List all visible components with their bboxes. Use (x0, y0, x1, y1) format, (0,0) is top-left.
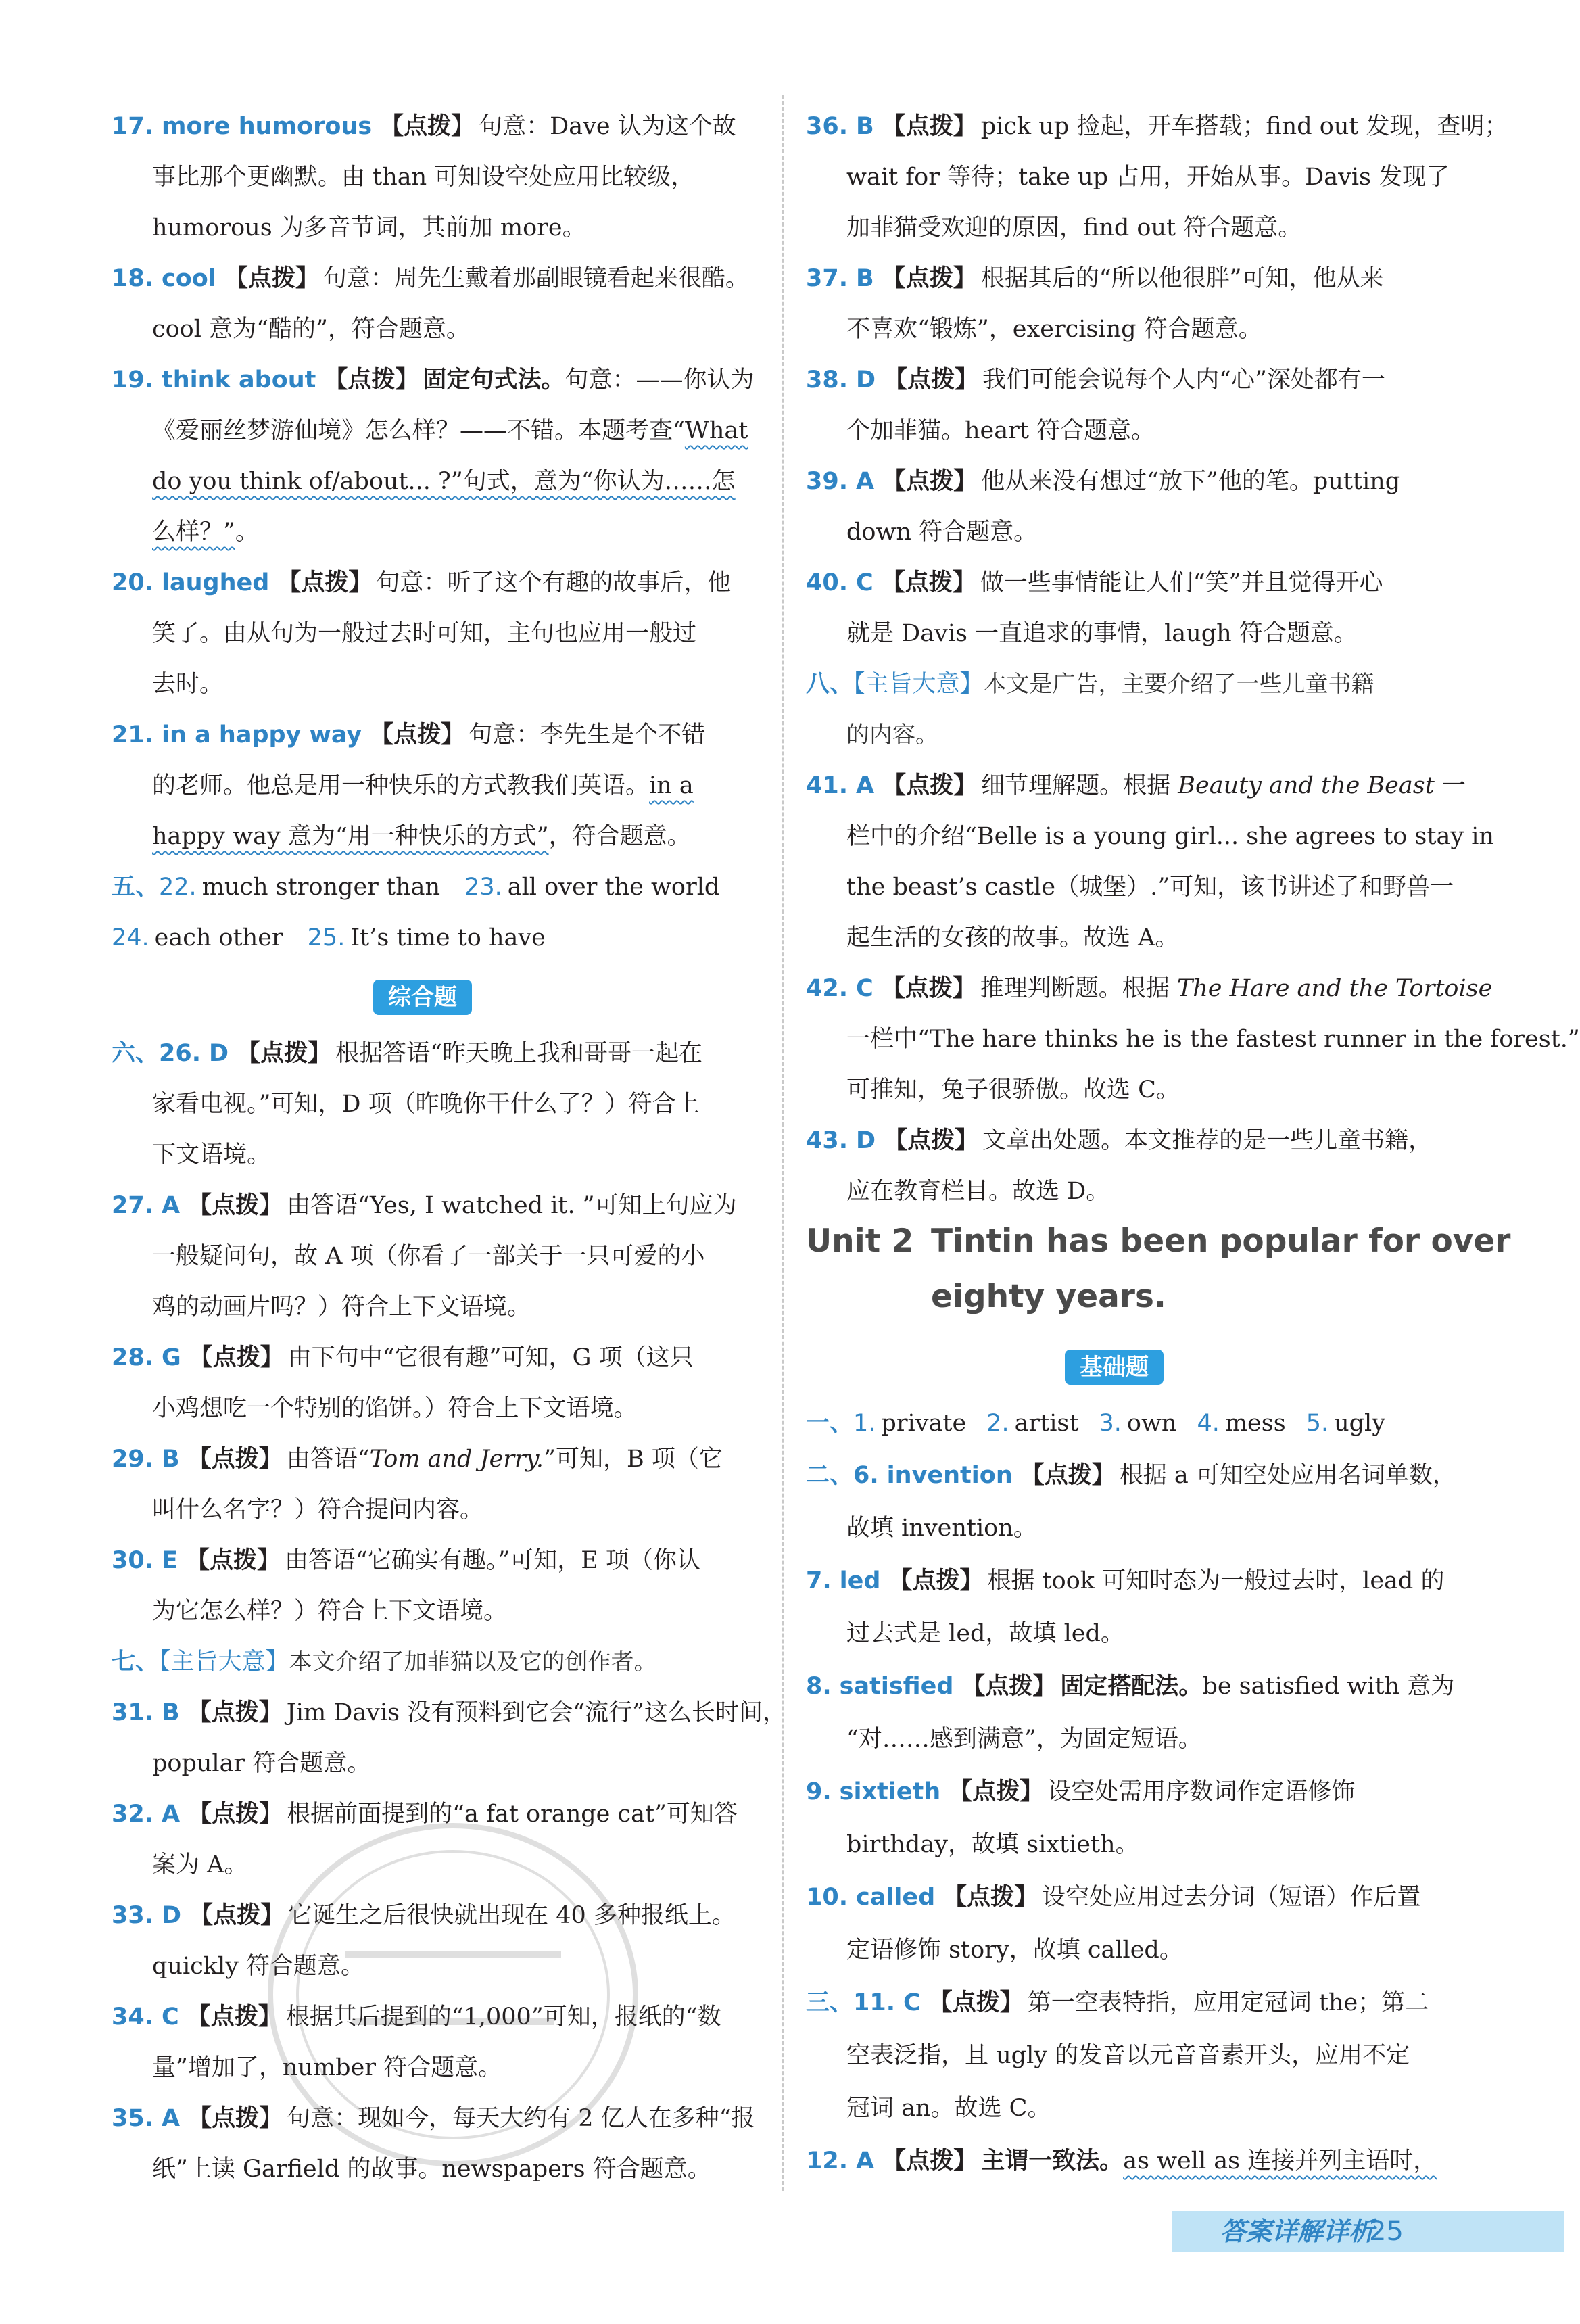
section5-line1: 五、22. much stronger than 23. all over the world (112, 874, 720, 901)
q27-line3: 鸡的动画片吗？）符合上下文语境。 (152, 1294, 531, 1321)
q10-line2: 定语修饰 story，故填 called。 (846, 1937, 1183, 1964)
q27-line1: 27. A 【点拨】 由答语“Yes, I watched it. ”可知上句应为 (112, 1192, 737, 1219)
q41-line4: 起生活的女孩的故事。故选 A。 (846, 924, 1179, 951)
basic-badge: 基础题 (1065, 1350, 1164, 1385)
q17-line1: 17. more humorous 【点拨】 句意：Dave 认为这个故 (112, 113, 736, 140)
q20-line2: 笑了。由从句为一般过去时可知，主句也应用一般过 (152, 620, 697, 647)
q27-line2: 一般疑问句，故 A 项（你看了一部关于一只可爱的小 (152, 1243, 705, 1270)
q32-line1: 32. A 【点拨】 根据前面提到的“a fat orange cat”可知答 (112, 1801, 738, 1828)
q32-line2: 案为 A。 (152, 1851, 248, 1878)
q18-line1: 18. cool 【点拨】 句意：周先生戴着那副眼镜看起来很酷。 (112, 265, 749, 292)
q10-line1: 10. called 【点拨】 设空处应用过去分词（短语）作后置 (806, 1884, 1421, 1911)
unit-title-line1: Tintin has been popular for over (931, 1223, 1511, 1260)
q7-line1: 7. led 【点拨】 根据 took 可知时态为一般过去时，lead 的 (806, 1567, 1445, 1594)
q21-line3: happy way 意为“用一种快乐的方式”，符合题意。 (152, 823, 691, 850)
q17-line2: 事比那个更幽默。由 than 可知设空处应用比较级， (152, 164, 695, 191)
q26-line3: 下文语境。 (152, 1141, 271, 1168)
q31-line1: 31. B 【点拨】 Jim Davis 没有预料到它会“流行”这么长时间， (112, 1699, 787, 1726)
q21-line1: 21. in a happy way 【点拨】 句意：李先生是个不错 (112, 721, 706, 749)
q31-line2: popular 符合题意。 (152, 1750, 371, 1777)
q40-line2: 就是 Davis 一直追求的事情，laugh 符合题意。 (846, 620, 1358, 647)
section5-line2: 24. each other 25. It’s time to have (112, 924, 546, 951)
q29-line1: 29. B 【点拨】 由答语“Tom and Jerry.”可知，B 项（它 (112, 1446, 723, 1473)
section8-main-idea-line1: 八、【主旨大意】本文是广告，主要介绍了一些儿童书籍 (806, 671, 1374, 698)
q37-line1: 37. B 【点拨】 根据其后的“所以他很胖”可知，他从来 (806, 265, 1384, 292)
section8-main-idea-line2: 的内容。 (846, 721, 938, 749)
q30-line1: 30. E 【点拨】 由答语“它确实有趣。”可知，E 项（你认 (112, 1547, 700, 1574)
q6-line2: 故填 invention。 (846, 1515, 1037, 1542)
q39-line1: 39. A 【点拨】 他从来没有想过“放下”他的笔。putting (806, 468, 1401, 495)
page-number: 25 (1369, 2216, 1404, 2247)
q20-line3: 去时。 (152, 671, 224, 698)
q33-line1: 33. D 【点拨】 它诞生之后很快就出现在 40 多种报纸上。 (112, 1902, 736, 1929)
comprehensive-badge: 综合题 (373, 980, 472, 1015)
q19-line1: 19. think about 【点拨】 固定句式法。句意：——你认为 (112, 366, 755, 394)
q26-line2: 家看电视。”可知，D 项（昨晚你干什么了？）符合上 (152, 1091, 700, 1118)
q36-line1: 36. B 【点拨】 pick up 捡起，开车搭载；find out 发现，查明； (806, 113, 1508, 140)
q38-line2: 个加菲猫。heart 符合题意。 (846, 417, 1155, 444)
section7-main-idea: 七、【主旨大意】本文介绍了加菲猫以及它的创作者。 (112, 1649, 657, 1676)
q29-line2: 叫什么名字？）符合提问内容。 (152, 1496, 484, 1523)
q36-line3: 加菲猫受欢迎的原因，find out 符合题意。 (846, 214, 1302, 241)
q41-line3: the beast’s castle（城堡）.”可知，该书讲述了和野兽一 (846, 874, 1454, 901)
q33-line2: quickly 符合题意。 (152, 1953, 365, 1980)
section1-answers: 一、1. private 2. artist 3. own 4. mess 5. ugly (806, 1410, 1386, 1437)
q21-line2: 的老师。他总是用一种快乐的方式教我们英语。in a (152, 772, 694, 799)
unit-title-line2: eighty years. (931, 1278, 1166, 1315)
q8-line1: 8. satisfied 【点拨】 固定搭配法。be satisfied with 意为 (806, 1673, 1455, 1700)
q19-line3: do you think of/about... ?”句式，意为“你认为……怎 (152, 468, 736, 495)
q8-line2: “对……感到满意”，为固定短语。 (846, 1726, 1202, 1753)
q26-line1: 六、26. D 【点拨】 根据答语“昨天晚上我和哥哥一起在 (112, 1040, 703, 1067)
q41-line2: 栏中的介绍“Belle is a young girl... she agrees to stay in (846, 823, 1494, 850)
unit-label: Unit 2 (806, 1223, 914, 1260)
q18-line2: cool 意为“酷的”，符合题意。 (152, 316, 470, 343)
column-divider (782, 95, 784, 2191)
q41-line1: 41. A 【点拨】 细节理解题。根据 Beauty and the Beast 一 (806, 772, 1466, 799)
q12-line1: 12. A 【点拨】 主谓一致法。as well as 连接并列主语时， (806, 2148, 1437, 2175)
q42-line1: 42. C 【点拨】 推理判断题。根据 The Hare and the Tortoise (806, 975, 1493, 1002)
q35-line1: 35. A 【点拨】 句意：现如今，每天大约有 2 亿人在多种“报 (112, 2105, 755, 2132)
q34-line1: 34. C 【点拨】 根据其后提到的“1,000”可知，报纸的“数 (112, 2003, 721, 2031)
q30-line2: 为它怎么样？）符合上下文语境。 (152, 1598, 508, 1625)
q35-line2: 纸”上读 Garfield 的故事。newspapers 符合题意。 (152, 2156, 711, 2183)
q11-line1: 三、11. C 【点拨】 第一空表特指，应用定冠词 the；第二 (806, 1989, 1429, 2016)
q43-line1: 43. D 【点拨】 文章出处题。本文推荐的是一些儿童书籍， (806, 1127, 1433, 1154)
q9-line1: 9. sixtieth 【点拨】 设空处需用序数词作定语修饰 (806, 1778, 1356, 1805)
q28-line2: 小鸡想吃一个特别的馅饼。）符合上下文语境。 (152, 1395, 638, 1422)
q42-line3: 可推知，兔子很骄傲。故选 C。 (846, 1076, 1180, 1104)
q43-line2: 应在教育栏目。故选 D。 (846, 1178, 1110, 1205)
q39-line2: down 符合题意。 (846, 519, 1038, 546)
q34-line2: 量”增加了，number 符合题意。 (152, 2054, 502, 2081)
q6-line1: 二、6. invention 【点拨】 根据 a 可知空处应用名词单数， (806, 1462, 1456, 1489)
q7-line2: 过去式是 led，故填 led。 (846, 1620, 1124, 1647)
q20-line1: 20. laughed 【点拨】 句意：听了这个有趣的故事后，他 (112, 569, 732, 596)
q19-line4: 么样？”。 (152, 519, 259, 546)
q11-line2: 空表泛指，且 ugly 的发音以元音音素开头，应用不定 (846, 2042, 1410, 2069)
q28-line1: 28. G 【点拨】 由下句中“它很有趣”可知，G 项（这只 (112, 1344, 694, 1371)
q11-line3: 冠词 an。故选 C。 (846, 2095, 1051, 2122)
watermark-stamp (264, 1819, 642, 2171)
q19-line2: 《爱丽丝梦游仙境》怎么样？——不错。本题考查“What (152, 417, 748, 444)
footer-label: 答案详解详析 (1220, 2216, 1375, 2246)
q9-line2: birthday，故填 sixtieth。 (846, 1831, 1139, 1858)
q37-line2: 不喜欢“锻炼”，exercising 符合题意。 (846, 316, 1262, 343)
q42-line2: 一栏中“The hare thinks he is the fastest runner in the forest.” (846, 1026, 1580, 1053)
q17-line3: humorous 为多音节词，其前加 more。 (152, 214, 586, 241)
q36-line2: wait for 等待；take up 占用，开始从事。Davis 发现了 (846, 164, 1450, 191)
q40-line1: 40. C 【点拨】 做一些事情能让人们“笑”并且觉得开心 (806, 569, 1383, 596)
q38-line1: 38. D 【点拨】 我们可能会说每个人内“心”深处都有一 (806, 366, 1385, 394)
